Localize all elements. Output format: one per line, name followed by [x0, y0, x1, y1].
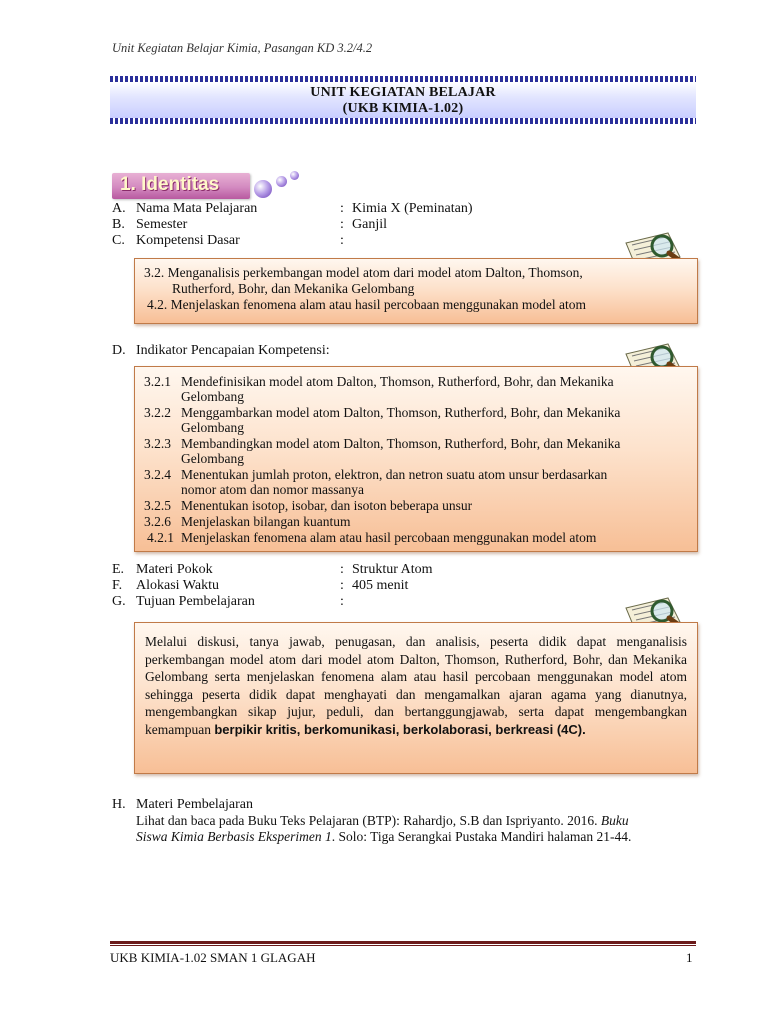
row-label: Alokasi Waktu	[136, 578, 219, 593]
indikator-text-cont: nomor atom dan nomor massanya	[181, 482, 364, 497]
footer-rule-thick	[110, 941, 696, 944]
bubble-decoration-large	[254, 180, 272, 198]
materi-reference-line-1	[136, 813, 629, 829]
row-letter: B.	[112, 217, 125, 232]
indikator-num: 3.2.2	[144, 405, 171, 420]
row-value: Kimia X (Peminatan)	[352, 201, 473, 216]
bubble-decoration-medium	[276, 176, 287, 187]
indikator-text: Membandingkan model atom Dalton, Thomson, Rutherford, Bohr, dan Mekanika	[181, 436, 621, 451]
materi-book-title: Siswa Kimia Berbasis Eksperimen 1	[136, 829, 332, 844]
row-label: Kompetensi Dasar	[136, 233, 240, 248]
indikator-text: Mendefinisikan model atom Dalton, Thomson, Rutherford, Bohr, dan Mekanika	[181, 374, 614, 389]
indikator-text: Menjelaskan bilangan kuantum	[181, 514, 351, 529]
section-badge-label: 1. Identitas	[120, 174, 220, 195]
title-border-bottom	[110, 118, 696, 124]
tujuan-paragraph	[145, 633, 687, 738]
row-label: Tujuan Pembelajaran	[136, 594, 255, 609]
row-label: Indikator Pencapaian Kompetensi:	[136, 343, 330, 358]
row-label: Materi Pembelajaran	[136, 797, 254, 812]
row-colon: :	[340, 217, 344, 232]
indikator-text-cont: Gelombang	[181, 420, 244, 435]
kd-line-2: Rutherford, Bohr, dan Mekanika Gelombang	[172, 281, 415, 296]
row-letter: A.	[112, 201, 126, 216]
row-colon: :	[340, 578, 344, 593]
title-banner	[110, 76, 696, 124]
indikator-num: 3.2.1	[144, 374, 171, 389]
running-header: Unit Kegiatan Belajar Kimia, Pasangan KD 3.2/4.2	[112, 41, 373, 55]
materi-book-title-start: Buku	[600, 813, 629, 828]
indikator-text: Menjelaskan fenomena alam atau hasil percobaan menggunakan model atom	[181, 530, 597, 545]
row-letter: E.	[112, 562, 125, 577]
kd-line-3: 4.2. Menjelaskan fenomena alam atau hasil percobaan menggunakan model atom	[147, 297, 586, 312]
row-letter: H.	[112, 797, 126, 812]
row-value: 405 menit	[352, 578, 409, 593]
row-value: Ganjil	[352, 217, 387, 232]
indikator-text-cont: Gelombang	[181, 389, 244, 404]
row-label: Materi Pokok	[136, 562, 213, 577]
bubble-decoration-small	[290, 171, 299, 180]
tujuan-4c-text: berpikir kritis, berkomunikasi, berkolaborasi, berkreasi (4C).	[214, 721, 586, 737]
kompetensi-dasar-box	[134, 258, 698, 324]
row-label: Semester	[136, 217, 188, 232]
indikator-num: 3.2.4	[144, 467, 171, 482]
indikator-text: Menentukan jumlah proton, elektron, dan netron suatu atom unsur berdasarkan	[181, 467, 608, 482]
row-label: Nama Mata Pelajaran	[136, 201, 258, 216]
row-letter: C.	[112, 233, 125, 248]
row-value: Struktur Atom	[352, 562, 433, 577]
section-badge-identitas	[112, 173, 250, 199]
title-line-1: UNIT KEGIATAN BELAJAR	[310, 85, 496, 100]
indikator-num: 3.2.6	[144, 514, 171, 529]
materi-reference-line-2	[136, 829, 631, 845]
row-colon: :	[340, 594, 344, 609]
indikator-text: Menggambarkan model atom Dalton, Thomson, Rutherford, Bohr, dan Mekanika	[181, 405, 621, 420]
footer-document-label: UKB KIMIA-1.02 SMAN 1 GLAGAH	[110, 950, 316, 965]
page-number: 1	[686, 950, 693, 965]
row-letter: G.	[112, 594, 126, 609]
row-letter: F.	[112, 578, 123, 593]
indikator-text-cont: Gelombang	[181, 451, 244, 466]
kd-line-1: 3.2. Menganalisis perkembangan model atom dari model atom Dalton, Thomson,	[144, 265, 583, 280]
materi-publisher-text: . Solo: Tiga Serangkai Pustaka Mandiri halaman 21-44.	[331, 829, 632, 844]
tujuan-text: Melalui diskusi, tanya jawab, penugasan, dan analisis, peserta didik dapat menganalisis perkembangan model atom dari model atom Dalton, Thomson, Rutherford, Bohr, dan Mekanika Gelombang serta menjelaskan fenomena alam atau hasil percobaan menggunakan model atom sehingga peserta didik dapat menghayati dan mengamalkan ajaran agama yang dianutnya, mengembangkan sikap jujur, peduli, dan bertanggungjawab, serta dapat mengembangkan kemampuan	[145, 634, 687, 737]
row-colon: :	[340, 233, 344, 248]
footer-rule-thin	[110, 945, 696, 946]
tujuan-box	[134, 622, 698, 774]
indikator-num: 4.2.1	[147, 530, 174, 545]
indikator-text: Menentukan isotop, isobar, dan isoton beberapa unsur	[181, 498, 473, 513]
indikator-num: 3.2.3	[144, 436, 171, 451]
row-letter: D.	[112, 343, 126, 358]
row-colon: :	[340, 562, 344, 577]
row-colon: :	[340, 201, 344, 216]
materi-reference-text: Lihat dan baca pada Buku Teks Pelajaran (BTP): Rahardjo, S.B dan Ispriyanto. 2016.	[136, 813, 598, 828]
title-line-2: (UKB KIMIA-1.02)	[342, 101, 464, 116]
indikator-num: 3.2.5	[144, 498, 171, 513]
indikator-box	[134, 366, 698, 552]
